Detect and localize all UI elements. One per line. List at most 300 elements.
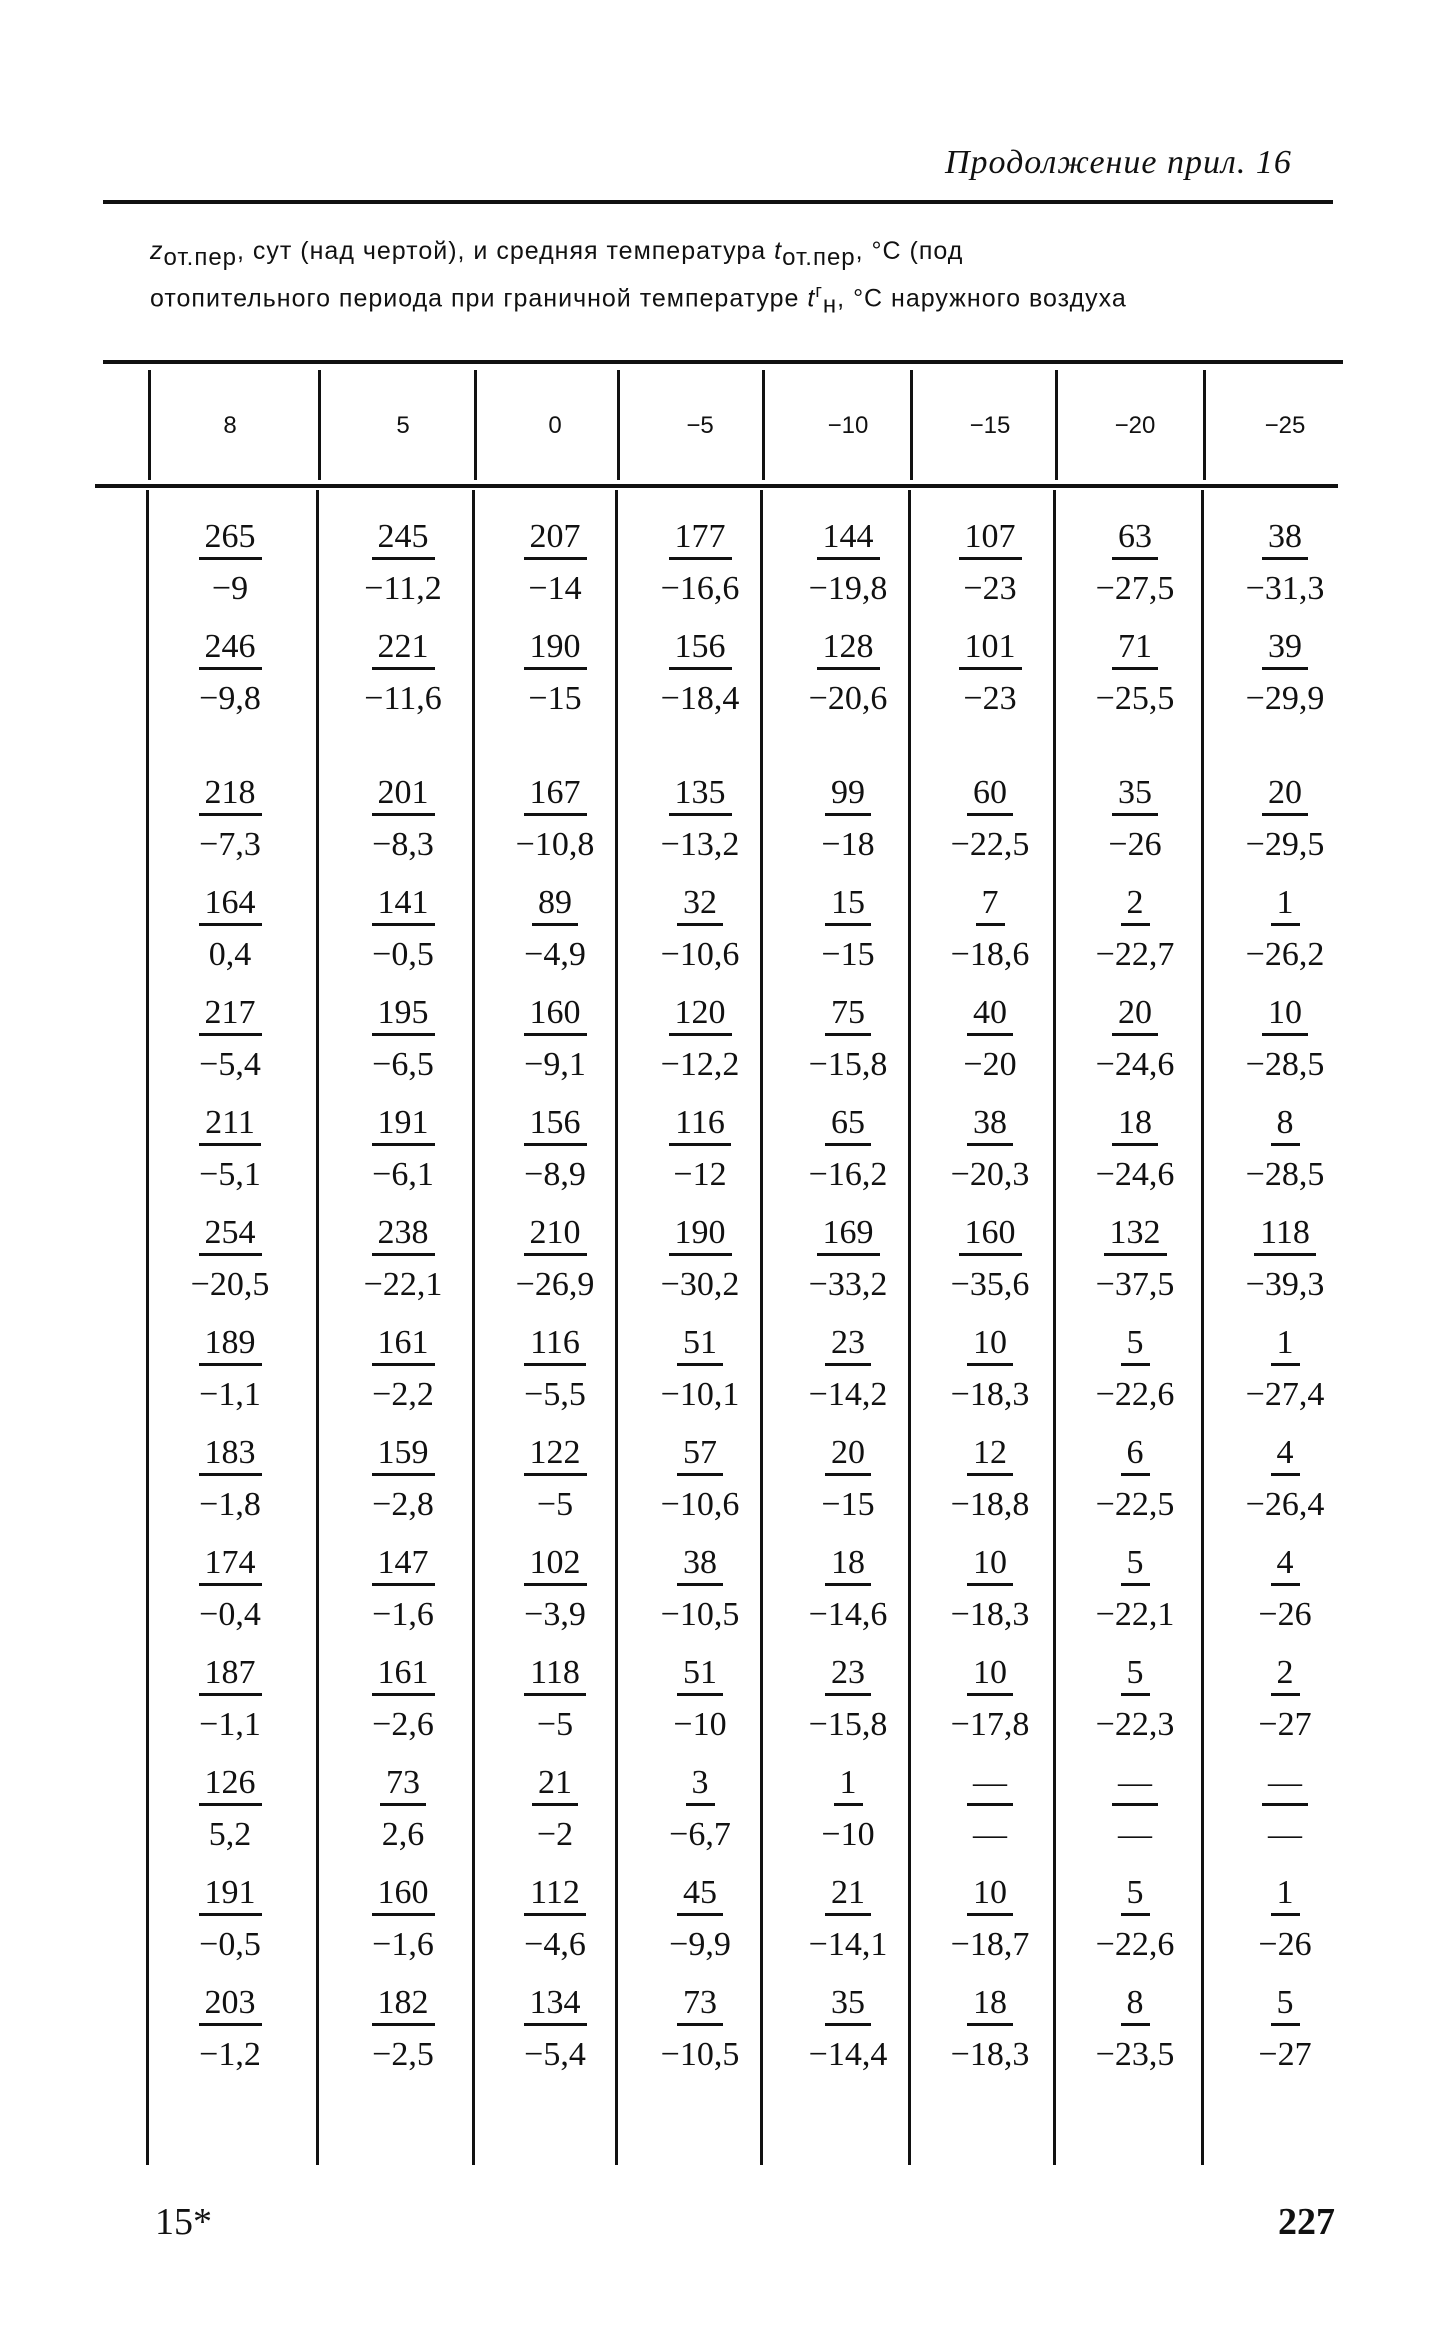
heating-period-days: 32: [677, 886, 723, 926]
table-cell: [783, 1876, 913, 1962]
table-cell: [783, 886, 913, 972]
table-cell: [1070, 1546, 1200, 1632]
mean-temperature: −10: [673, 1706, 727, 1743]
heating-period-days: 254: [199, 1216, 262, 1256]
mean-temperature: −26,9: [515, 1266, 595, 1303]
heating-period-days: 5: [1271, 1986, 1300, 2026]
heating-period-days: 159: [372, 1436, 435, 1476]
table-cell: [338, 776, 468, 862]
mean-temperature: −15: [821, 1486, 875, 1523]
heating-period-days: 5: [1121, 1546, 1150, 1586]
heating-period-days: 160: [959, 1216, 1022, 1256]
heating-period-days: 20: [1262, 776, 1308, 816]
heating-period-days: 135: [669, 776, 732, 816]
mean-temperature: −24,6: [1095, 1156, 1175, 1193]
heating-period-days: 174: [199, 1546, 262, 1586]
heating-period-days: 144: [817, 520, 880, 560]
heating-period-days: 2: [1271, 1656, 1300, 1696]
heating-period-days: 118: [1254, 1216, 1316, 1256]
mean-temperature: −1,8: [199, 1486, 261, 1523]
table-caption: [150, 236, 1300, 273]
table-cell: [165, 776, 295, 862]
column-header: −25: [1264, 412, 1306, 439]
mean-temperature: −5,4: [199, 1046, 261, 1083]
mean-temperature: −7,3: [199, 826, 261, 863]
column-header: 0: [548, 412, 562, 439]
mean-temperature: −26: [1258, 1926, 1312, 1963]
column-header: −20: [1114, 412, 1156, 439]
heating-period-days: 10: [1262, 996, 1308, 1036]
mean-temperature: −14,1: [808, 1926, 888, 1963]
heating-period-days: 21: [532, 1766, 578, 1806]
mean-temperature: −20,5: [190, 1266, 270, 1303]
table-cell: [490, 1106, 620, 1192]
table-cell: [338, 1216, 468, 1302]
table-cell: [635, 1876, 765, 1962]
table-cell: [1070, 520, 1200, 606]
mean-temperature: −8,9: [524, 1156, 586, 1193]
heating-period-days: 107: [959, 520, 1022, 560]
mean-temperature: −10,6: [660, 936, 740, 973]
mean-temperature: −10,5: [660, 1596, 740, 1633]
table-cell: [1070, 630, 1200, 716]
heating-period-days: 2: [1121, 886, 1150, 926]
table-cell: [635, 776, 765, 862]
table-cell: [165, 1546, 295, 1632]
table-cell: [1220, 1326, 1350, 1412]
mean-temperature: −28,5: [1245, 1156, 1325, 1193]
caption-symbol-t: t: [774, 237, 783, 265]
mean-temperature: −25,5: [1095, 680, 1175, 717]
table-cell: [490, 1436, 620, 1522]
mean-temperature: −22,3: [1095, 1706, 1175, 1743]
heating-period-days: 245: [372, 520, 435, 560]
heating-period-days: 15: [825, 886, 871, 926]
mean-temperature: −5: [536, 1486, 574, 1523]
table-cell: [490, 996, 620, 1082]
table-cell: [783, 520, 913, 606]
table-cell: [165, 1436, 295, 1522]
heating-period-days: 221: [372, 630, 435, 670]
table-cell: [490, 776, 620, 862]
table-cell: [165, 1216, 295, 1302]
heating-period-days: 5: [1121, 1656, 1150, 1696]
table-cell: [1220, 1436, 1350, 1522]
mean-temperature: −27: [1258, 2036, 1312, 2073]
table-cell: [490, 1656, 620, 1742]
table-cell: [338, 996, 468, 1082]
table-cell: [338, 1436, 468, 1522]
header-column-divider: [762, 370, 765, 480]
mean-temperature: −0,5: [372, 936, 434, 973]
caption-text: , °С наружного воздуха: [837, 284, 1127, 313]
heating-period-days: 164: [199, 886, 262, 926]
mean-temperature: −1,6: [372, 1926, 434, 1963]
mean-temperature: 0,4: [208, 936, 252, 973]
mean-temperature: −10,5: [660, 2036, 740, 2073]
mean-temperature: −9,9: [669, 1926, 731, 1963]
mean-temperature: −14: [528, 570, 582, 607]
table-cell: [1220, 630, 1350, 716]
mean-temperature: 2,6: [381, 1816, 425, 1853]
table-cell: [1220, 1106, 1350, 1192]
caption-text: , °С (под: [855, 237, 964, 265]
mean-temperature: −9,8: [199, 680, 261, 717]
heating-period-days: 190: [524, 630, 587, 670]
caption-sub: н: [822, 291, 838, 319]
heating-period-days: 102: [524, 1546, 587, 1586]
table-cell: [338, 1106, 468, 1192]
mean-temperature: −2,2: [372, 1376, 434, 1413]
mean-temperature: −4,9: [524, 936, 586, 973]
caption-symbol-z: z: [150, 237, 164, 265]
table-cell: [783, 1326, 913, 1412]
column-header: −5: [686, 412, 714, 439]
heating-period-days: 190: [669, 1216, 732, 1256]
body-column-divider: [472, 490, 475, 2165]
table-cell: [165, 996, 295, 1082]
table-cell: [165, 1986, 295, 2072]
mean-temperature: −11,2: [364, 570, 442, 607]
heating-period-days: 116: [524, 1326, 586, 1366]
table-cell: [1220, 1986, 1350, 2072]
heating-period-days: 8: [1271, 1106, 1300, 1146]
table-cell: [635, 1546, 765, 1632]
table-cell: [925, 1876, 1055, 1962]
mean-temperature: −22,1: [363, 1266, 443, 1303]
mean-temperature: −26: [1108, 826, 1162, 863]
table-cell: [490, 1766, 620, 1852]
heating-period-days: 65: [825, 1106, 871, 1146]
heating-period-days: 156: [524, 1106, 587, 1146]
heating-period-days: 160: [372, 1876, 435, 1916]
heating-period-days: 118: [524, 1656, 586, 1696]
table-cell: [165, 1106, 295, 1192]
mean-temperature: −27: [1258, 1706, 1312, 1743]
table-cell: [635, 1656, 765, 1742]
table-cell: [635, 630, 765, 716]
heating-period-days: 35: [825, 1986, 871, 2026]
top-rule: [103, 200, 1333, 204]
heating-period-days: 183: [199, 1436, 262, 1476]
caption-text: , сут (над чертой), и средняя температура: [237, 237, 775, 265]
table-cell: [338, 1876, 468, 1962]
heating-period-days: 189: [199, 1326, 262, 1366]
mean-temperature: −5: [536, 1706, 574, 1743]
heating-period-days: 23: [825, 1326, 871, 1366]
table-cell: [783, 776, 913, 862]
heating-period-days: 160: [524, 996, 587, 1036]
mean-temperature: −0,4: [199, 1596, 261, 1633]
mean-temperature: −26: [1258, 1596, 1312, 1633]
table-cell: [338, 1546, 468, 1632]
mean-temperature: −15: [528, 680, 582, 717]
table-cell: [1070, 886, 1200, 972]
heating-period-days: 218: [199, 776, 262, 816]
table-cell: [490, 886, 620, 972]
heating-period-days: 177: [669, 520, 732, 560]
mean-temperature: −23,5: [1095, 2036, 1175, 2073]
table-cell: [635, 1766, 765, 1852]
table-caption-line2: [150, 281, 1300, 320]
mean-temperature: −37,5: [1095, 1266, 1175, 1303]
table-cell: [490, 1216, 620, 1302]
table-cell: [783, 630, 913, 716]
table-cell: [1070, 1876, 1200, 1962]
heating-period-days: 63: [1112, 520, 1158, 560]
header-column-divider: [474, 370, 477, 480]
heating-period-days: 39: [1262, 630, 1308, 670]
mean-temperature: −18,7: [950, 1926, 1030, 1963]
heating-period-days: 51: [677, 1656, 723, 1696]
heating-period-days: 38: [967, 1106, 1013, 1146]
table-cell: [165, 630, 295, 716]
heating-period-days: 18: [825, 1546, 871, 1586]
mean-temperature: −8,3: [372, 826, 434, 863]
table-cell: [925, 776, 1055, 862]
table-cell: [490, 1876, 620, 1962]
heating-period-days: 57: [677, 1436, 723, 1476]
table-cell: [925, 1436, 1055, 1522]
mean-temperature: −2,8: [372, 1486, 434, 1523]
table-cell: [165, 1656, 295, 1742]
mean-temperature: −5,1: [199, 1156, 261, 1193]
mean-temperature: −31,3: [1245, 570, 1325, 607]
column-header: −10: [827, 412, 869, 439]
table-cell: [925, 886, 1055, 972]
caption-sub-t: от.пер: [782, 244, 856, 271]
heating-period-days: 4: [1271, 1436, 1300, 1476]
header-column-divider: [910, 370, 913, 480]
heating-period-days: 3: [686, 1766, 715, 1806]
mean-temperature: −10,1: [660, 1376, 740, 1413]
mean-temperature: −9,1: [524, 1046, 586, 1083]
heating-period-days: 1: [834, 1766, 863, 1806]
mean-temperature: −14,6: [808, 1596, 888, 1633]
caption-sup: г: [815, 281, 823, 301]
mean-temperature: −12,2: [660, 1046, 740, 1083]
heating-period-days: 20: [825, 1436, 871, 1476]
mean-temperature: −1,2: [199, 2036, 261, 2073]
heating-period-days: 207: [524, 520, 587, 560]
heating-period-days: 1: [1271, 1876, 1300, 1916]
heating-period-days: 195: [372, 996, 435, 1036]
table-cell: [635, 1986, 765, 2072]
table-cell: [490, 1326, 620, 1412]
table-cell: [338, 1766, 468, 1852]
table-cell: [925, 1656, 1055, 1742]
heating-period-days: 217: [199, 996, 262, 1036]
mean-temperature: −22,6: [1095, 1376, 1175, 1413]
heating-period-days: 10: [967, 1656, 1013, 1696]
table-cell: [925, 1216, 1055, 1302]
table-cell: [490, 630, 620, 716]
heating-period-days: 23: [825, 1656, 871, 1696]
table-cell: [1070, 776, 1200, 862]
table-cell: [165, 520, 295, 606]
mean-temperature: −10: [821, 1816, 875, 1853]
table-cell: [635, 1436, 765, 1522]
heating-period-days: 73: [380, 1766, 426, 1806]
table-cell: [783, 1766, 913, 1852]
heating-period-days: 10: [967, 1876, 1013, 1916]
running-head: Продолжение прил. 16: [945, 144, 1292, 181]
header-column-divider: [148, 370, 151, 480]
mean-temperature: −22,6: [1095, 1926, 1175, 1963]
mean-temperature: −26,4: [1245, 1486, 1325, 1523]
column-header: 8: [223, 412, 237, 439]
caption-text: отопительного периода при граничной температуре: [150, 284, 808, 313]
mean-temperature: −26,2: [1245, 936, 1325, 973]
table-cell: [783, 1106, 913, 1192]
table-cell: [925, 996, 1055, 1082]
heating-period-days: 167: [524, 776, 587, 816]
mean-temperature: −1,6: [372, 1596, 434, 1633]
heating-period-days: 35: [1112, 776, 1158, 816]
table-cell: [783, 1436, 913, 1522]
table-cell: [1070, 996, 1200, 1082]
table-cell: [490, 520, 620, 606]
mean-temperature: −19,8: [808, 570, 888, 607]
mean-temperature: −1,1: [199, 1706, 261, 1743]
heating-period-days: 161: [372, 1656, 435, 1696]
heating-period-days: 147: [372, 1546, 435, 1586]
mean-temperature: −6,5: [372, 1046, 434, 1083]
heating-period-days: 1: [1271, 886, 1300, 926]
table-cell: [1070, 1326, 1200, 1412]
mean-temperature: −18,3: [950, 1376, 1030, 1413]
heating-period-days: 211: [199, 1106, 261, 1146]
heating-period-days: 156: [669, 630, 732, 670]
mean-temperature: —: [1118, 1816, 1152, 1853]
table-cell: [1220, 1766, 1350, 1852]
heating-period-days: 169: [817, 1216, 880, 1256]
table-cell: [925, 630, 1055, 716]
mean-temperature: −33,2: [808, 1266, 888, 1303]
mean-temperature: −27,5: [1095, 570, 1175, 607]
table-cell: [1220, 886, 1350, 972]
heating-period-days: 18: [967, 1986, 1013, 2026]
mean-temperature: −22,1: [1095, 1596, 1175, 1633]
header-column-divider: [1055, 370, 1058, 480]
table-cell: [165, 1876, 295, 1962]
table-cell: [783, 1656, 913, 1742]
mean-temperature: −23: [963, 570, 1017, 607]
heating-period-days: 60: [967, 776, 1013, 816]
heating-period-days: 132: [1104, 1216, 1167, 1256]
page-footer-left: 15*: [155, 2201, 212, 2243]
table-cell: [1220, 776, 1350, 862]
heating-period-days: 89: [532, 886, 578, 926]
table-cell: [1220, 1876, 1350, 1962]
table-cell: [635, 1216, 765, 1302]
page-number: 227: [1278, 2201, 1335, 2243]
mean-temperature: −15: [821, 936, 875, 973]
table-cell: [490, 1546, 620, 1632]
column-header: −15: [969, 412, 1011, 439]
table-cell: [338, 520, 468, 606]
mean-temperature: −18,4: [660, 680, 740, 717]
table-cell: [338, 886, 468, 972]
mean-temperature: −22,7: [1095, 936, 1175, 973]
mean-temperature: −2,6: [372, 1706, 434, 1743]
mean-temperature: −22,5: [1095, 1486, 1175, 1523]
table-cell: [925, 1106, 1055, 1192]
heating-period-days: 4: [1271, 1546, 1300, 1586]
heating-period-days: 201: [372, 776, 435, 816]
heating-period-days: 238: [372, 1216, 435, 1256]
heating-period-days: 161: [372, 1326, 435, 1366]
mean-temperature: −30,2: [660, 1266, 740, 1303]
heating-period-days: 51: [677, 1326, 723, 1366]
table-cell: [1220, 1656, 1350, 1742]
table-cell: [1220, 996, 1350, 1082]
mean-temperature: −18,3: [950, 2036, 1030, 2073]
mean-temperature: −4,6: [524, 1926, 586, 1963]
heating-period-days: 38: [677, 1546, 723, 1586]
mean-temperature: −1,1: [199, 1376, 261, 1413]
heating-period-days: 126: [199, 1766, 262, 1806]
heating-period-days: 18: [1112, 1106, 1158, 1146]
mean-temperature: −10,6: [660, 1486, 740, 1523]
mean-temperature: −2: [536, 1816, 574, 1853]
heating-period-days: 7: [976, 886, 1005, 926]
heating-period-days: 112: [524, 1876, 586, 1916]
table-cell: [1220, 1216, 1350, 1302]
heating-period-days: 21: [825, 1876, 871, 1916]
mean-temperature: −22,5: [950, 826, 1030, 863]
heating-period-days: 45: [677, 1876, 723, 1916]
table-cell: [165, 1326, 295, 1412]
header-top-rule: [103, 360, 1343, 364]
caption-symbol-t: t: [807, 284, 816, 313]
mean-temperature: −27,4: [1245, 1376, 1325, 1413]
mean-temperature: −6,7: [669, 1816, 731, 1853]
table-cell: [1070, 1106, 1200, 1192]
mean-temperature: −17,8: [950, 1706, 1030, 1743]
table-cell: [338, 630, 468, 716]
mean-temperature: −15,8: [808, 1046, 888, 1083]
table-cell: [635, 520, 765, 606]
table-cell: [783, 996, 913, 1082]
table-cell: [1070, 1986, 1200, 2072]
mean-temperature: −24,6: [1095, 1046, 1175, 1083]
table-cell: [1070, 1216, 1200, 1302]
mean-temperature: −18,8: [950, 1486, 1030, 1523]
table-cell: [635, 996, 765, 1082]
heating-period-days: 99: [825, 776, 871, 816]
heating-period-days: 5: [1121, 1326, 1150, 1366]
heating-period-days: —: [1112, 1766, 1158, 1806]
heating-period-days: 120: [669, 996, 732, 1036]
header-column-divider: [617, 370, 620, 480]
heating-period-days: 134: [524, 1986, 587, 2026]
mean-temperature: −23: [963, 680, 1017, 717]
header-bottom-rule: [95, 484, 1338, 488]
table-cell: [338, 1656, 468, 1742]
heating-period-days: 116: [669, 1106, 731, 1146]
table-cell: [635, 1106, 765, 1192]
table-cell: [925, 1766, 1055, 1852]
mean-temperature: −20,3: [950, 1156, 1030, 1193]
mean-temperature: −2,5: [372, 2036, 434, 2073]
table-cell: [783, 1216, 913, 1302]
table-cell: [490, 1986, 620, 2072]
heating-period-days: 246: [199, 630, 262, 670]
table-cell: [338, 1326, 468, 1412]
mean-temperature: −18,6: [950, 936, 1030, 973]
heating-period-days: 128: [817, 630, 880, 670]
